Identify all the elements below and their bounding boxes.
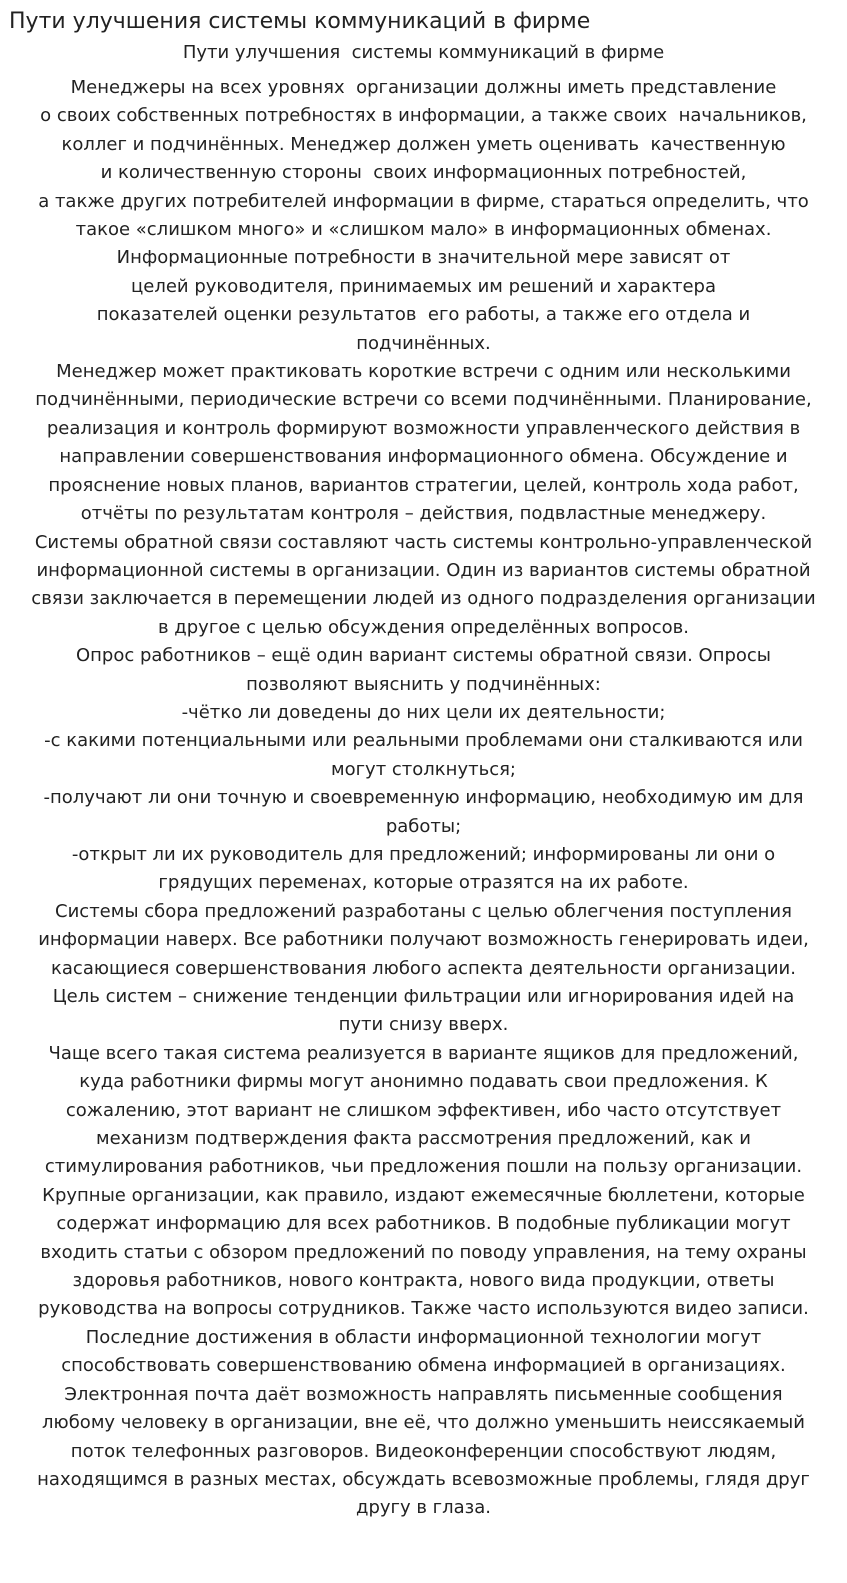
body-text-line: находящимся в разных местах, обсуждать всевозможные проблемы, глядя друг — [37, 1468, 810, 1490]
body-text-line: механизм подтверждения факта рассмотрения предложений, как и — [96, 1128, 751, 1150]
body-text-line: отчёты по результатам контроля – действия, подвластные менеджеру. — [80, 503, 767, 525]
body-text-line: пути снизу вверх. — [338, 1014, 509, 1036]
body-text-line: Крупные организации, как правило, издают ежемесячные бюллетени, которые — [42, 1184, 805, 1206]
body-text-line: поток телефонных разговоров. Видеоконференции способствуют людям, — [70, 1440, 777, 1462]
body-text-line: -с какими потенциальными или реальными проблемами они сталкиваются или — [44, 730, 803, 752]
body-text-line: Последние достижения в области информационной технологии могут — [85, 1326, 762, 1348]
body-text-line: Информационные потребности в значительной мере зависят от — [116, 247, 731, 269]
document-body — [8, 74, 839, 1523]
body-text-line: сожалению, этот вариант не слишком эффективен, ибо часто отсутствует — [65, 1099, 782, 1121]
body-text-line: подчинёнными, периодические встречи со всеми подчинёнными. Планирование, — [35, 389, 812, 411]
body-text-line: -чётко ли доведены до них цели их деятельности; — [181, 701, 666, 723]
page-title: Пути улучшения системы коммуникаций в фирме — [9, 9, 591, 34]
body-text-line: целей руководителя, принимаемых им решений и характера — [131, 275, 716, 297]
body-text-line: позволяют выяснить у подчинённых: — [246, 673, 601, 695]
body-text-line: связи заключается в перемещении людей из одного подразделения организации — [31, 588, 816, 610]
body-text-line: касающиеся совершенствования любого аспекта деятельности организации. — [51, 957, 796, 979]
body-text-line: входить статьи с обзором предложений по поводу управления, на тему охраны — [40, 1241, 807, 1263]
body-text-line: Чаще всего такая система реализуется в варианте ящиков для предложений, — [48, 1042, 799, 1064]
body-text-line: в другое с целью обсуждения определённых вопросов. — [157, 616, 690, 638]
body-text-line: могут столкнуться; — [331, 758, 516, 780]
body-text-line: стимулирования работников, чьи предложения пошли на пользу организации. — [44, 1156, 803, 1178]
body-text-line: -открыт ли их руководитель для предложений; информированы ли они о — [71, 843, 776, 865]
body-text-line: другу в глаза. — [356, 1497, 491, 1519]
body-text-line: Системы сбора предложений разработаны с целью облегчения поступления — [55, 900, 792, 922]
body-text-line: содержат информацию для всех работников. В подобные публикации могут — [56, 1213, 791, 1235]
body-text-line: -получают ли они точную и своевременную информацию, необходимую им для — [43, 787, 804, 809]
body-text-line: информационной системы в организации. Один из вариантов системы обратной — [36, 559, 811, 581]
body-text-line: Электронная почта даёт возможность направлять письменные сообщения — [64, 1383, 783, 1405]
body-text-line: показателей оценки результатов его работы, а также его отдела и — [96, 304, 751, 326]
body-text-line: коллег и подчинённых. Менеджер должен уметь оценивать качественную — [61, 133, 786, 155]
body-text-line: и количественную стороны своих информационных потребностей, — [100, 162, 747, 184]
body-text-line: работы; — [385, 815, 462, 837]
body-text-line: Системы обратной связи составляют часть системы контрольно-управленческой — [34, 531, 813, 553]
body-text-line: прояснение новых планов, вариантов стратегии, целей, контроль хода работ, — [48, 474, 799, 496]
body-text-line: подчинённых. — [356, 332, 491, 354]
body-text-line: Менеджеры на всех уровнях организации должны иметь представление — [70, 77, 777, 98]
body-text-line: здоровья работников, нового контракта, нового вида продукции, ответы — [72, 1270, 775, 1292]
body-text-line: Менеджер может практиковать короткие встречи с одним или несколькими — [56, 361, 791, 383]
body-text-line: а также других потребителей информации в фирме, стараться определить, что — [38, 190, 809, 212]
body-text-line: информации наверх. Все работники получают возможность генерировать идеи, — [38, 929, 809, 951]
body-text-line: реализация и контроль формируют возможности управленческого действия в — [46, 417, 801, 439]
document-subtitle: Пути улучшения системы коммуникаций в фирме — [182, 42, 665, 63]
body-text-line: о своих собственных потребностях в информации, а также своих начальников, — [40, 105, 807, 127]
body-text-line: способствовать совершенствованию обмена информацией в организациях. — [61, 1355, 786, 1377]
body-text-line: куда работники фирмы могут анонимно подавать свои предложения. К — [79, 1071, 768, 1093]
body-text-line: любому человеку в организации, вне её, что должно уменьшить неиссякаемый — [42, 1412, 805, 1434]
body-text-line: грядущих переменах, которые отразятся на их работе. — [158, 872, 689, 894]
body-text-line: Опрос работников – ещё один вариант системы обратной связи. Опросы — [75, 645, 772, 667]
body-text-line: Цель систем – снижение тенденции фильтрации или игнорирования идей на — [52, 986, 795, 1007]
body-text-line: руководства на вопросы сотрудников. Также часто используются видео записи. — [38, 1298, 809, 1320]
body-text-line: такое «слишком много» и «слишком мало» в информационных обменах. — [75, 219, 772, 241]
body-text-line: направлении совершенствования информационного обмена. Обсуждение и — [59, 446, 788, 468]
